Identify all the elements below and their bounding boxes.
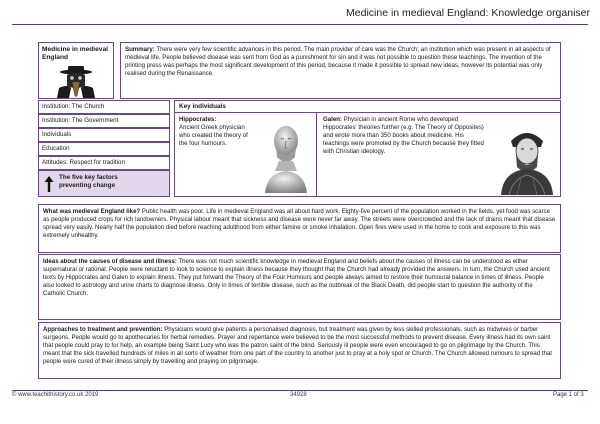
topic-heading: Medicine in medieval England — [42, 46, 108, 61]
hippocrates-name: Hippocrates: — [179, 116, 217, 123]
galen-portrait — [497, 123, 557, 195]
footer-code: 34928 — [290, 392, 307, 398]
summary-label: Summary: — [125, 46, 155, 53]
footer-page: Page 1 of 3 — [553, 392, 584, 398]
footer-divider — [12, 390, 588, 391]
factor-item: Individuals — [38, 128, 170, 142]
hippocrates-bust — [259, 121, 313, 193]
factors-list — [38, 100, 170, 197]
title-divider — [12, 24, 588, 25]
factor-item: Education — [38, 142, 170, 156]
section-text: There was not much scientific knowledge in medieval England and beliefs about the causes of illness can be understood as either supernatural or rational. People were reluctant to look to science to explain illness because they thought that the Church had already provided the answers. In turn, the Church used ancient texts by Hippocrates and Galen to explain illness. They put forward the Theory of the Four Humours and people always aimed to restore their humoural balance in times of illness. People also looked to astrology and urine charts to diagnose illness. Only in times of terrible disease, such as the outbreak of the Black Death, did people start to question the authority of the Catholic Church. — [43, 258, 550, 298]
causes-section — [38, 254, 561, 320]
medieval-england-section — [38, 204, 561, 253]
key-individuals-box — [174, 100, 561, 197]
factors-caption-box — [38, 170, 170, 197]
section-text: Physicians would give patients a personalised diagnosis, but treatment was given by less skilled professionals, such as midwives or barber surgeons. People would go to apothecaries for herbal remedies. Prayer and repentance were believed to be the most successful methods to prevent disease. Every illness had its own saint that people could pray to for help, an example being Saint Lucy who was the patron saint of the blind. Seriously ill people were even encouraged to go on pilgrimage by the Church. This meant that the sick travelled hundreds of miles in all sorts of weather from one part of the country to another just to pray at a holy spot or Church. The Church allowed rumours to spread that people were cured of their illness simply by travelling and praying on pilgrimage. — [43, 326, 552, 366]
factors-caption: The five key factors preventing change — [59, 174, 118, 189]
galen-text: Physician in ancient Rome who developed Hippocrates' theories further (e.g. The Theory of Opposites) and wrote more than 350 books about medicine. His teachings were promoted by the Church because they fitted with Christian ideology. — [323, 116, 484, 156]
footer-copyright: © www.teachithistory.co.uk 2019 — [12, 392, 99, 398]
section-label: Ideas about the causes of disease and illness: — [43, 258, 177, 265]
section-label: What was medieval England like? — [43, 208, 141, 215]
summary-text: There were very few scientific advances in this period. The main provider of care was the Church; an institution which was present in all aspects of medieval life. People believed disease was sent from God as a punishment for sin and it was not possible to question these teachings. The invention of the printing press was perhaps the most significant development of this period, because it made it possible to spread new ideas, however its potential was only realised during the Renaissance. — [125, 46, 551, 78]
galen-name: Galen: — [323, 116, 342, 123]
individuals-divider — [316, 113, 317, 197]
factor-item: Institution: The Church — [38, 100, 170, 114]
summary-box — [120, 42, 561, 99]
section-text: Public health was poor. Life in medieval England was all about hard work. Eighty-five percent of the population worked in the fields, yet food was scarce as people produced crops for rich landowners. Physical labour meant that sickness and disease were never far away. The streets were overcrowded and the lack of drains meant that disease spread very easily. Nearly half the population died before reaching adulthood from either famine or smoke inhalation. Open fires were used in the home to cook and exposure to this was extremely unhealthy. — [43, 208, 556, 240]
treatment-section — [38, 322, 561, 379]
topic-box — [38, 42, 114, 99]
key-individuals-heading: Key individuals — [175, 101, 560, 113]
factor-item: Institution: The Government — [38, 114, 170, 128]
hippocrates-description — [175, 113, 255, 151]
plague-doctor-illustration — [55, 66, 97, 98]
factor-item: Attitudes: Respect for tradition — [38, 156, 170, 170]
galen-description — [319, 113, 489, 159]
page-title: Medicine in medieval England: Knowledge organiser — [346, 7, 590, 19]
section-label: Approaches to treatment and prevention: — [43, 326, 163, 333]
up-arrow-icon — [43, 175, 55, 193]
hippocrates-text: Ancient Greek physician who created the theory of the four humours. — [179, 124, 248, 148]
